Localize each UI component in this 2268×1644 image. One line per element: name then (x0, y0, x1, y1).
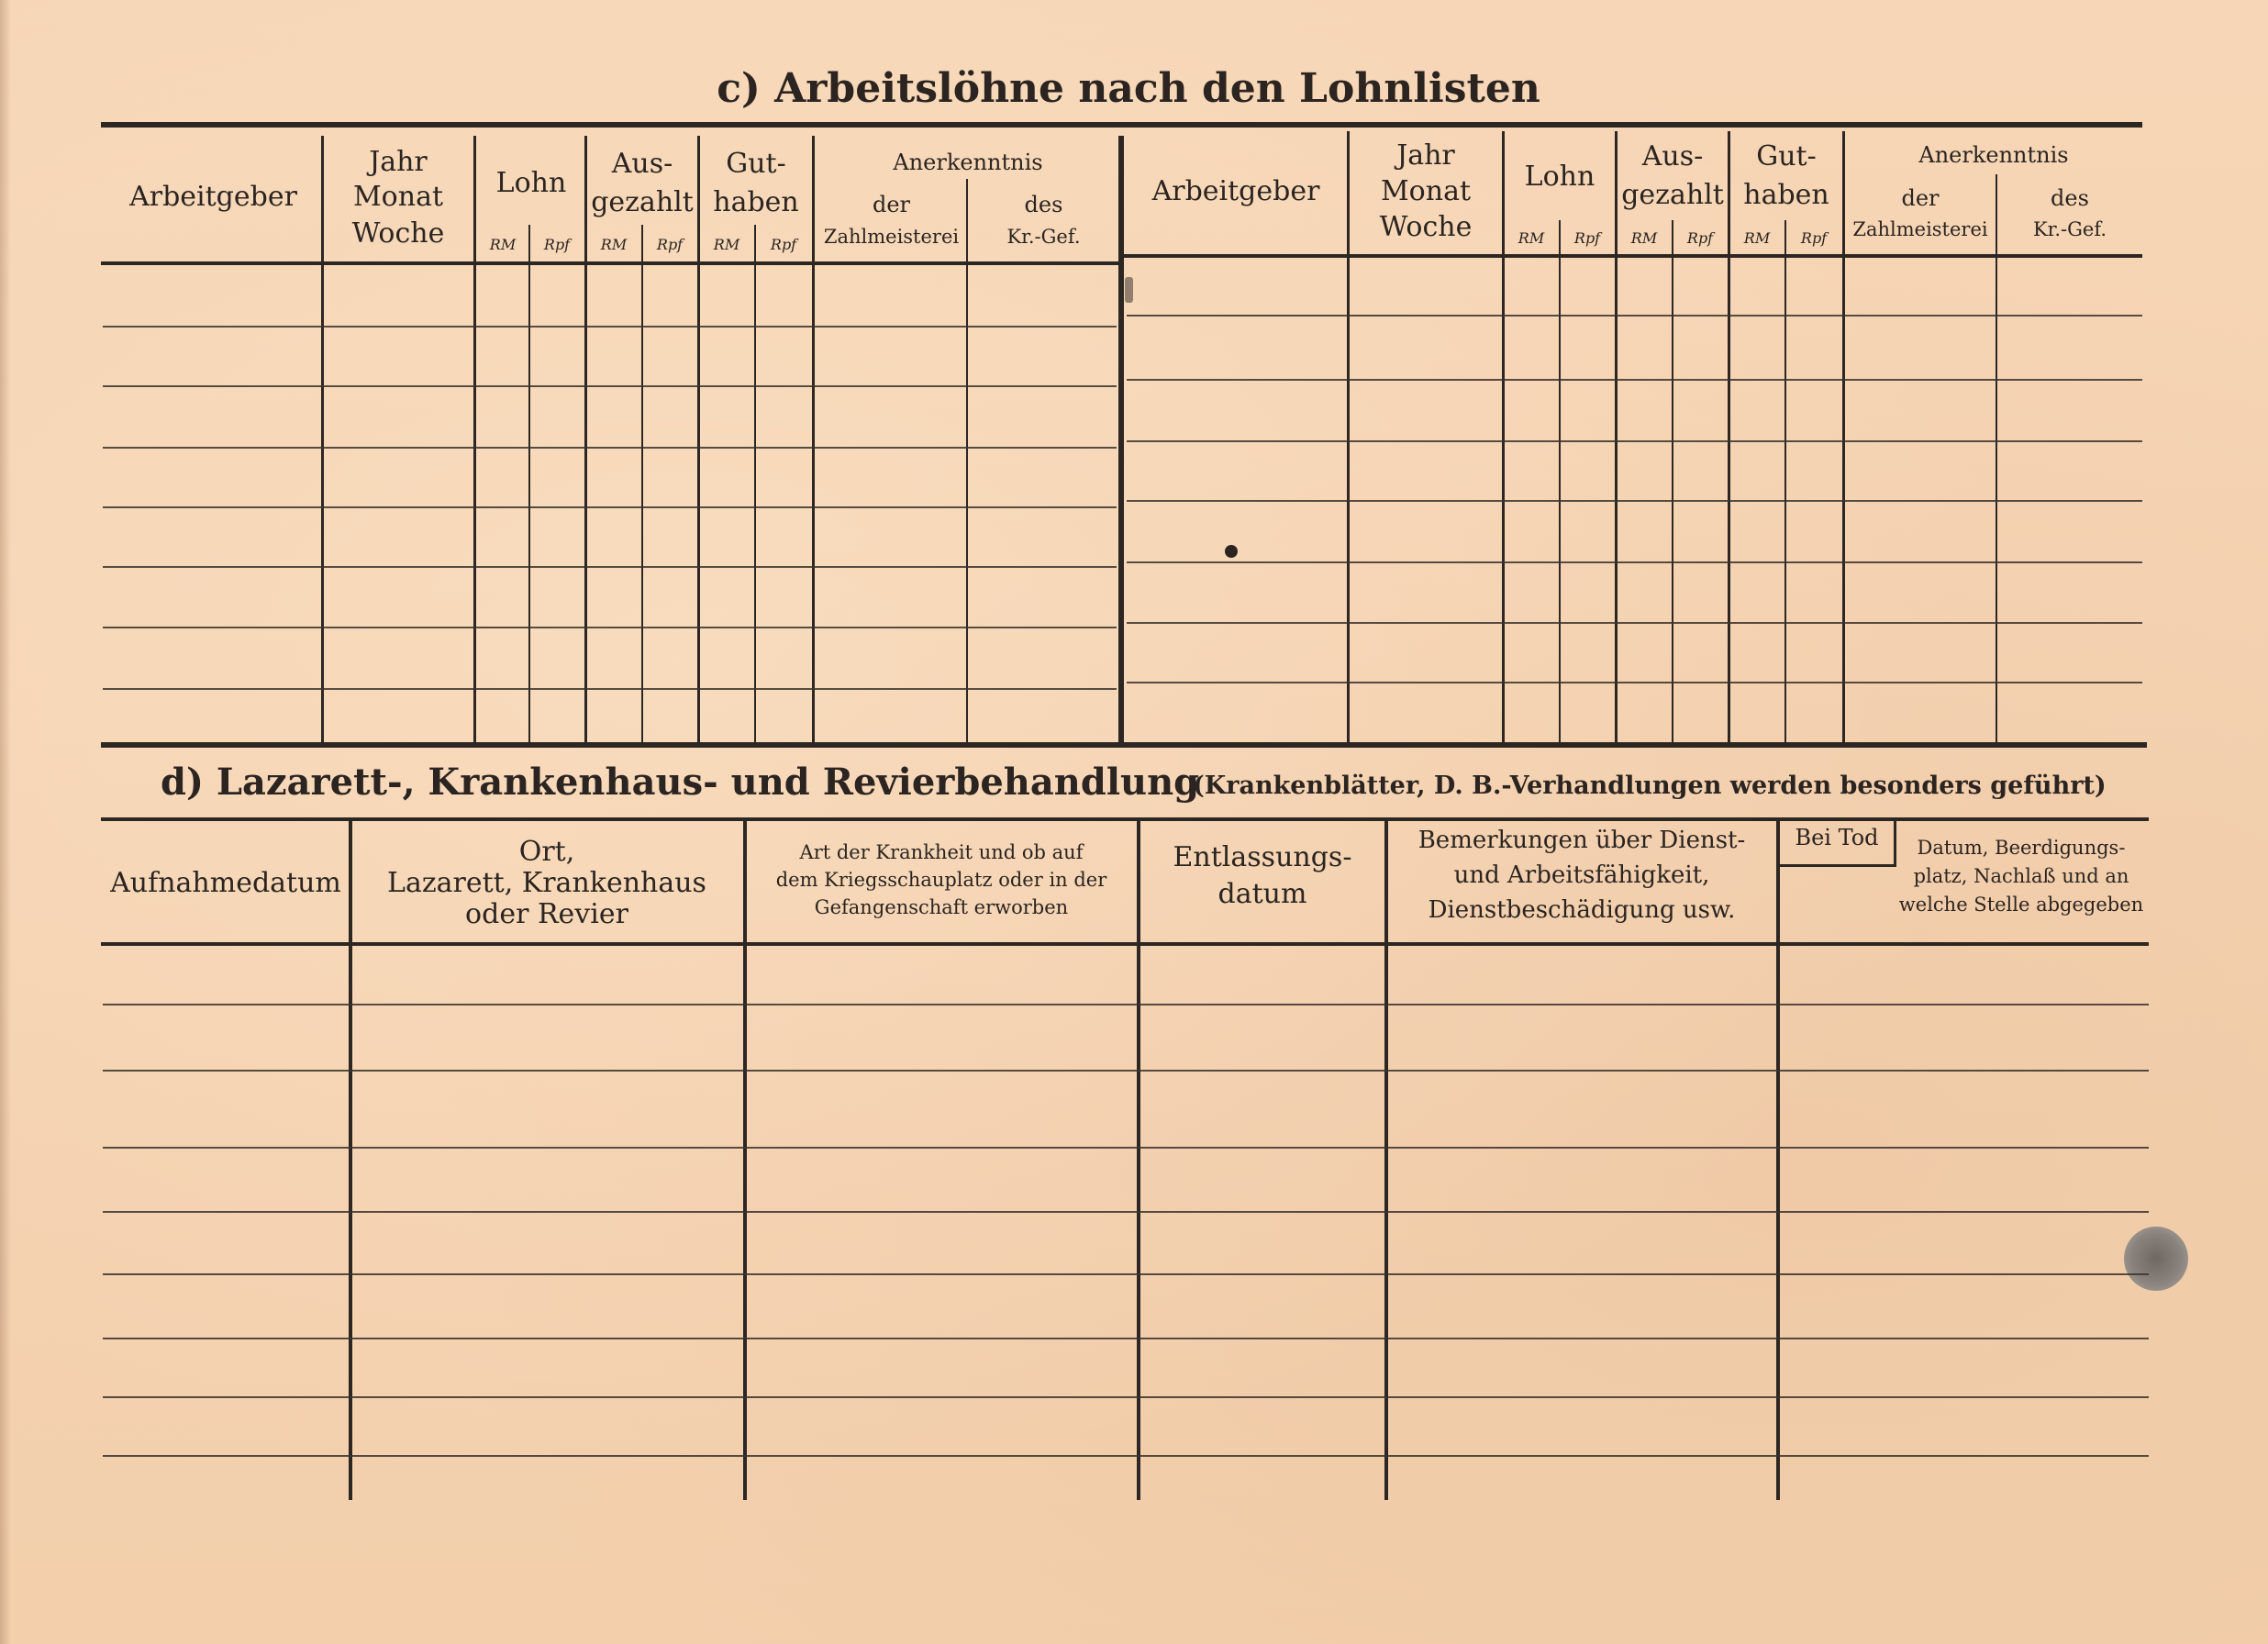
c-header-woche: Woche (351, 217, 445, 250)
c-col-line (754, 225, 756, 746)
section-c-top-rule (101, 122, 2142, 128)
d-header-datum-line3: welche Stelle abgegeben (1898, 894, 2144, 916)
c-header-haben: haben (713, 186, 799, 218)
c-col-line (1728, 131, 1730, 744)
c-header-gut: Gut- (726, 148, 786, 180)
d-header-datum-line2: platz, Nachlaß und an (1913, 865, 2129, 887)
c-header-haben: haben (1743, 179, 1829, 211)
section-d-header-rule (101, 942, 2149, 946)
c-col-line (1672, 220, 1673, 744)
ruled-line (103, 566, 1117, 568)
d-header-art-line1: Art der Krankheit und ob auf (799, 841, 1084, 863)
d-header-bei-tod: Bei Tod (1795, 825, 1879, 850)
c-col-line (528, 225, 530, 746)
c-col-line (584, 136, 587, 746)
c-unit-rm: RM (1743, 229, 1771, 247)
c-header-lohn: Lohn (495, 167, 567, 199)
c-header-arbeitgeber: Arbeitgeber (1151, 175, 1320, 207)
c-unit-rm: RM (1630, 229, 1658, 247)
c-col-line (697, 136, 700, 746)
d-header-bemerkungen-line3: Dienstbeschädigung usw. (1428, 896, 1736, 924)
ruled-line (1127, 315, 2142, 317)
c-header-der: der (872, 192, 911, 217)
section-c-right-header-rule (1124, 254, 2142, 258)
ruled-line (103, 326, 1117, 328)
c-unit-rm: RM (600, 236, 628, 253)
punch-hole (2124, 1227, 2188, 1291)
c-header-krgef: Kr.-Gef. (1006, 226, 1081, 248)
ruled-line (103, 447, 1117, 449)
c-col-line (1559, 220, 1561, 744)
c-col-line (1615, 131, 1618, 744)
c-col-line (321, 136, 324, 746)
c-col-line (473, 136, 476, 746)
c-header-jahr: Jahr (369, 146, 428, 178)
ruled-line (103, 385, 1117, 387)
c-header-zahlmeisterei: Zahlmeisterei (1852, 218, 1988, 240)
ruled-line (103, 1338, 2149, 1339)
d-col-line (1137, 821, 1140, 1500)
d-col-line (743, 821, 747, 1500)
ruled-line (1127, 682, 2142, 683)
ruled-line (103, 1147, 2149, 1149)
c-header-anerkenntnis: Anerkenntnis (1918, 142, 2069, 168)
ruled-line (1127, 561, 2142, 563)
c-header-aus: Aus- (611, 148, 673, 180)
c-header-woche: Woche (1379, 211, 1473, 243)
d-header-aufnahmedatum: Aufnahmedatum (110, 867, 341, 899)
c-col-line (1784, 220, 1786, 744)
ruled-line (103, 1211, 2149, 1213)
ruled-line (103, 1455, 2149, 1457)
ink-spot (1225, 545, 1238, 558)
d-col-line (349, 821, 352, 1500)
c-header-zahlmeisterei: Zahlmeisterei (823, 226, 960, 248)
card-edge-shadow (0, 0, 11, 1644)
section-d-title: d) Lazarett-, Krankenhaus- und Revierbehandlung (161, 761, 1200, 804)
ruled-line (1127, 500, 2142, 502)
c-unit-rm: RM (1518, 229, 1545, 247)
ruled-line (103, 627, 1117, 628)
ruled-line (103, 1273, 2149, 1275)
c-header-gezahlt: gezahlt (591, 186, 694, 218)
c-unit-rpf: Rpf (656, 236, 684, 253)
c-col-line (966, 179, 968, 746)
ruled-line (103, 688, 1117, 690)
c-header-jahr: Jahr (1396, 139, 1455, 172)
c-col-line (1502, 131, 1505, 744)
c-unit-rpf: Rpf (1800, 229, 1828, 247)
c-header-arbeitgeber: Arbeitgeber (129, 181, 297, 213)
d-header-datum-line1: Datum, Beerdigungs- (1917, 837, 2126, 859)
ruled-line (103, 1396, 2149, 1398)
c-col-line (1996, 174, 1997, 744)
d-col-line (1384, 821, 1388, 1500)
c-unit-rpf: Rpf (1686, 229, 1714, 247)
section-c-bottom-rule (101, 742, 2147, 748)
section-d-note: (Krankenblätter, D. B.-Verhandlungen werden besonders geführt) (1193, 772, 2107, 800)
c-header-lohn: Lohn (1524, 161, 1595, 193)
d-header-entlassung-line2: datum (1217, 878, 1307, 910)
c-unit-rm: RM (489, 236, 517, 253)
c-header-aus: Aus- (1641, 140, 1704, 172)
c-col-line (641, 225, 643, 746)
d-header-ort-line3: oder Revier (465, 898, 628, 930)
c-center-divider (1118, 136, 1124, 746)
c-col-line (1347, 131, 1350, 744)
c-header-krgef: Kr.-Gef. (2032, 218, 2107, 240)
c-header-des: des (1024, 192, 1063, 217)
c-header-des: des (2051, 185, 2089, 211)
ruled-line (1127, 440, 2142, 442)
ruled-line (1127, 379, 2142, 381)
ruled-line (103, 506, 1117, 508)
d-header-bemerkungen-line1: Bemerkungen über Dienst- (1418, 827, 1746, 854)
c-header-gut: Gut- (1756, 140, 1817, 172)
ruled-line (1127, 622, 2142, 624)
d-header-ort-line2: Lazarett, Krankenhaus (387, 867, 706, 899)
d-header-art-line3: Gefangenschaft erworben (814, 896, 1069, 918)
ruled-line (103, 1004, 2149, 1005)
c-unit-rpf: Rpf (770, 236, 797, 253)
d-header-entlassung-line1: Entlassungs- (1173, 841, 1352, 873)
c-header-monat: Monat (352, 181, 444, 213)
c-header-monat: Monat (1380, 175, 1472, 207)
ruled-line (103, 1070, 2149, 1072)
c-header-anerkenntnis: Anerkenntnis (893, 150, 1043, 175)
ink-spot (1125, 277, 1133, 303)
d-header-bemerkungen-line2: und Arbeitsfähigkeit, (1453, 861, 1710, 889)
c-unit-rm: RM (713, 236, 740, 253)
d-header-ort-line1: Ort, (518, 836, 575, 868)
c-unit-rpf: Rpf (543, 236, 571, 253)
d-col-line (1776, 821, 1780, 1500)
d-header-art-line2: dem Kriegsschauplatz oder in der (775, 869, 1107, 891)
c-header-der: der (1901, 185, 1940, 211)
section-c-title: c) Arbeitslöhne nach den Lohnlisten (717, 65, 1540, 112)
c-col-line (812, 136, 815, 746)
c-unit-rpf: Rpf (1573, 229, 1601, 247)
c-header-gezahlt: gezahlt (1621, 179, 1724, 211)
